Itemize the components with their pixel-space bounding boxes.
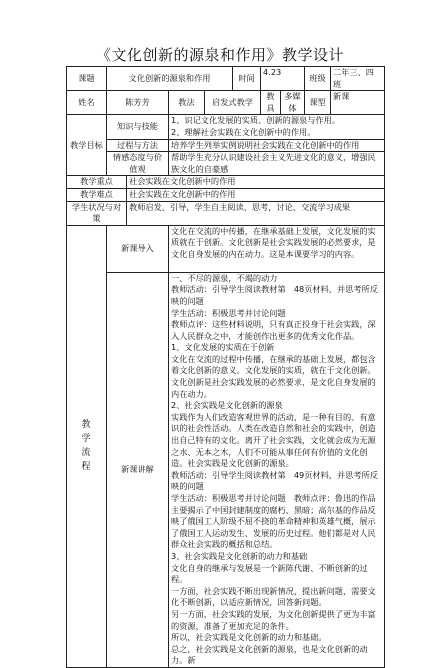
label-time: 时间 bbox=[233, 67, 261, 91]
lecture-line: 一方面，社会实践不断出现新情况，提出新问题，需要文化不断创新，以适应新情况，回答新问题。 bbox=[171, 585, 376, 608]
info-row-2 bbox=[67, 91, 385, 115]
lecture-line: 教师活动：引导学生阅读教材第 49页材料，并思考所反映的问题 bbox=[171, 469, 378, 492]
goal-knowledge-text: 1、识记文化发展的实质、创新的源泉与作用。 2、理解社会实践在文化创新中的作用。 bbox=[169, 115, 385, 139]
lecture-line: 所以，社会实践是文化创新的动力和基础。 bbox=[171, 632, 327, 643]
goal-process-label: 过程与方法 bbox=[107, 139, 169, 152]
goal-attitude-label: 情感态度与价值观 bbox=[107, 152, 169, 176]
student-row bbox=[67, 201, 385, 225]
student-label: 学生状况与对策 bbox=[67, 201, 127, 225]
goal-process-text: 培养学生列举实例说明社会实践在文化创新中的作用 bbox=[169, 139, 385, 152]
lecture-line: 一、不尽的源泉，不竭的动力 bbox=[171, 272, 278, 283]
goal-attitude-text: 帮助学生充分认识建设社会主义先进文化的意义，增强民族文化的自豪感 bbox=[169, 152, 385, 176]
key-label: 教学重点 bbox=[67, 176, 127, 189]
intro-label: 新课导入 bbox=[107, 225, 169, 272]
lecture-line: 另一方面，社会实践的发展，为文化创新提供了更为丰富的资源，准备了更加充足的条件。 bbox=[171, 608, 376, 631]
goals-label: 教学目标 bbox=[67, 115, 107, 176]
label-class: 班级 bbox=[305, 67, 331, 91]
goal-row-2 bbox=[67, 139, 385, 152]
lecture-line: 文化自身的继承与发展是一个新陈代谢、不断创新的过程。 bbox=[171, 562, 368, 585]
lecture-line: 学生活动：积极思考并讨论问题 教师点评：鲁迅的作品主要揭示了中国封建制度的腐朽、黑暗；高尔基的作品反映了俄国工人阶级不屈不挠的革命精神和英雄气概，展示了俄国工人运动发生、发展的历史过程。他们都是对人民群众社会实践的概括和总结。 bbox=[171, 493, 376, 550]
lecture-label: 新课讲解 bbox=[107, 272, 169, 667]
student-text: 教师启发、引导，学生自主阅读、思考，讨论、交流学习成果 bbox=[127, 201, 385, 225]
value-time: 4.23 bbox=[261, 67, 305, 91]
document-title: 《文化创新的源泉和作用》教学设计 bbox=[95, 46, 344, 64]
lecture-line: 教师点评：这些材料说明，只有真正投身于社会实践，深入人民群众之中，才能创作出更多的优秀文化作品。 bbox=[171, 319, 376, 341]
label-method: 教法 bbox=[169, 91, 205, 115]
lecture-row bbox=[67, 272, 385, 667]
goal-knowledge-label: 知识与技能 bbox=[107, 115, 169, 139]
value-topic: 文化创新的源泉和作用 bbox=[107, 67, 233, 91]
goal-row-3 bbox=[67, 152, 385, 176]
lecture-line: 教师活动：引导学生阅读教材第 48页材料，并思考所反映的问题 bbox=[171, 284, 378, 306]
info-row-1 bbox=[67, 67, 385, 91]
key-text: 社会实践在文化创新中的作用 bbox=[127, 176, 385, 189]
value-lesson-type: 新课 bbox=[331, 91, 385, 115]
lesson-plan-table bbox=[66, 66, 385, 668]
lecture-line: 学生活动：积极思考并讨论问题 bbox=[171, 307, 286, 318]
difficulty-label: 教学难点 bbox=[67, 188, 127, 201]
lecture-line: 文化在交流的过程中传播，在继承的基础上发展，都包含着文化创新的意义。文化发展的实质，就在于文化创新。文化创新是社会实践发展的必然要求，是文化自身发展的内在动力。 bbox=[171, 353, 376, 399]
label-lesson-type: 课型 bbox=[305, 91, 331, 115]
lecture-line: 总之，社会实践是文化创新的源泉，也是文化创新的动力。新 bbox=[171, 643, 368, 666]
label-topic: 课题 bbox=[67, 67, 107, 91]
label-tools: 教具 bbox=[261, 91, 281, 115]
goal-row-1 bbox=[67, 115, 385, 139]
lecture-line: 实践作为人们改造客观世界的活动，是一种有目的、有意识的社会性活动。人类在改造自然和社会的实践中，创造出自己特有的文化。离开了社会实践，文化就会成为无源之水、无本之木，人们不可能从事任何有价值的文化创造。社会实践是文化创新的源泉。 bbox=[171, 411, 376, 469]
process-label bbox=[67, 225, 107, 667]
value-class: 二年三、四班 bbox=[331, 67, 385, 91]
lecture-body bbox=[169, 272, 385, 667]
process-label-text: 教学流程 bbox=[81, 420, 92, 473]
difficulty-row bbox=[67, 188, 385, 201]
key-row bbox=[67, 176, 385, 189]
intro-row bbox=[67, 225, 385, 272]
difficulty-text: 社会实践在文化创新中的作用 bbox=[127, 188, 385, 201]
value-method: 启发式教学 bbox=[205, 91, 261, 115]
value-name: 陈芳芳 bbox=[107, 91, 169, 115]
label-name: 姓名 bbox=[67, 91, 107, 115]
lecture-line: 2、社会实践是文化创新的源泉 bbox=[171, 400, 283, 411]
value-tools: 多媒体 bbox=[281, 91, 305, 115]
lecture-line: 1、文化发展的实质在于创新 bbox=[171, 342, 275, 353]
lecture-line: 3、社会实践是文化创新的动力和基础 bbox=[171, 550, 308, 561]
intro-text: 文化在交流的中传播，在继承基础上发展，文化发展的实质就在于创新。文化创新是社会实践发展的必然要求，是文化自身发展的内在动力。这是本课要学习的内容。 bbox=[169, 225, 385, 272]
